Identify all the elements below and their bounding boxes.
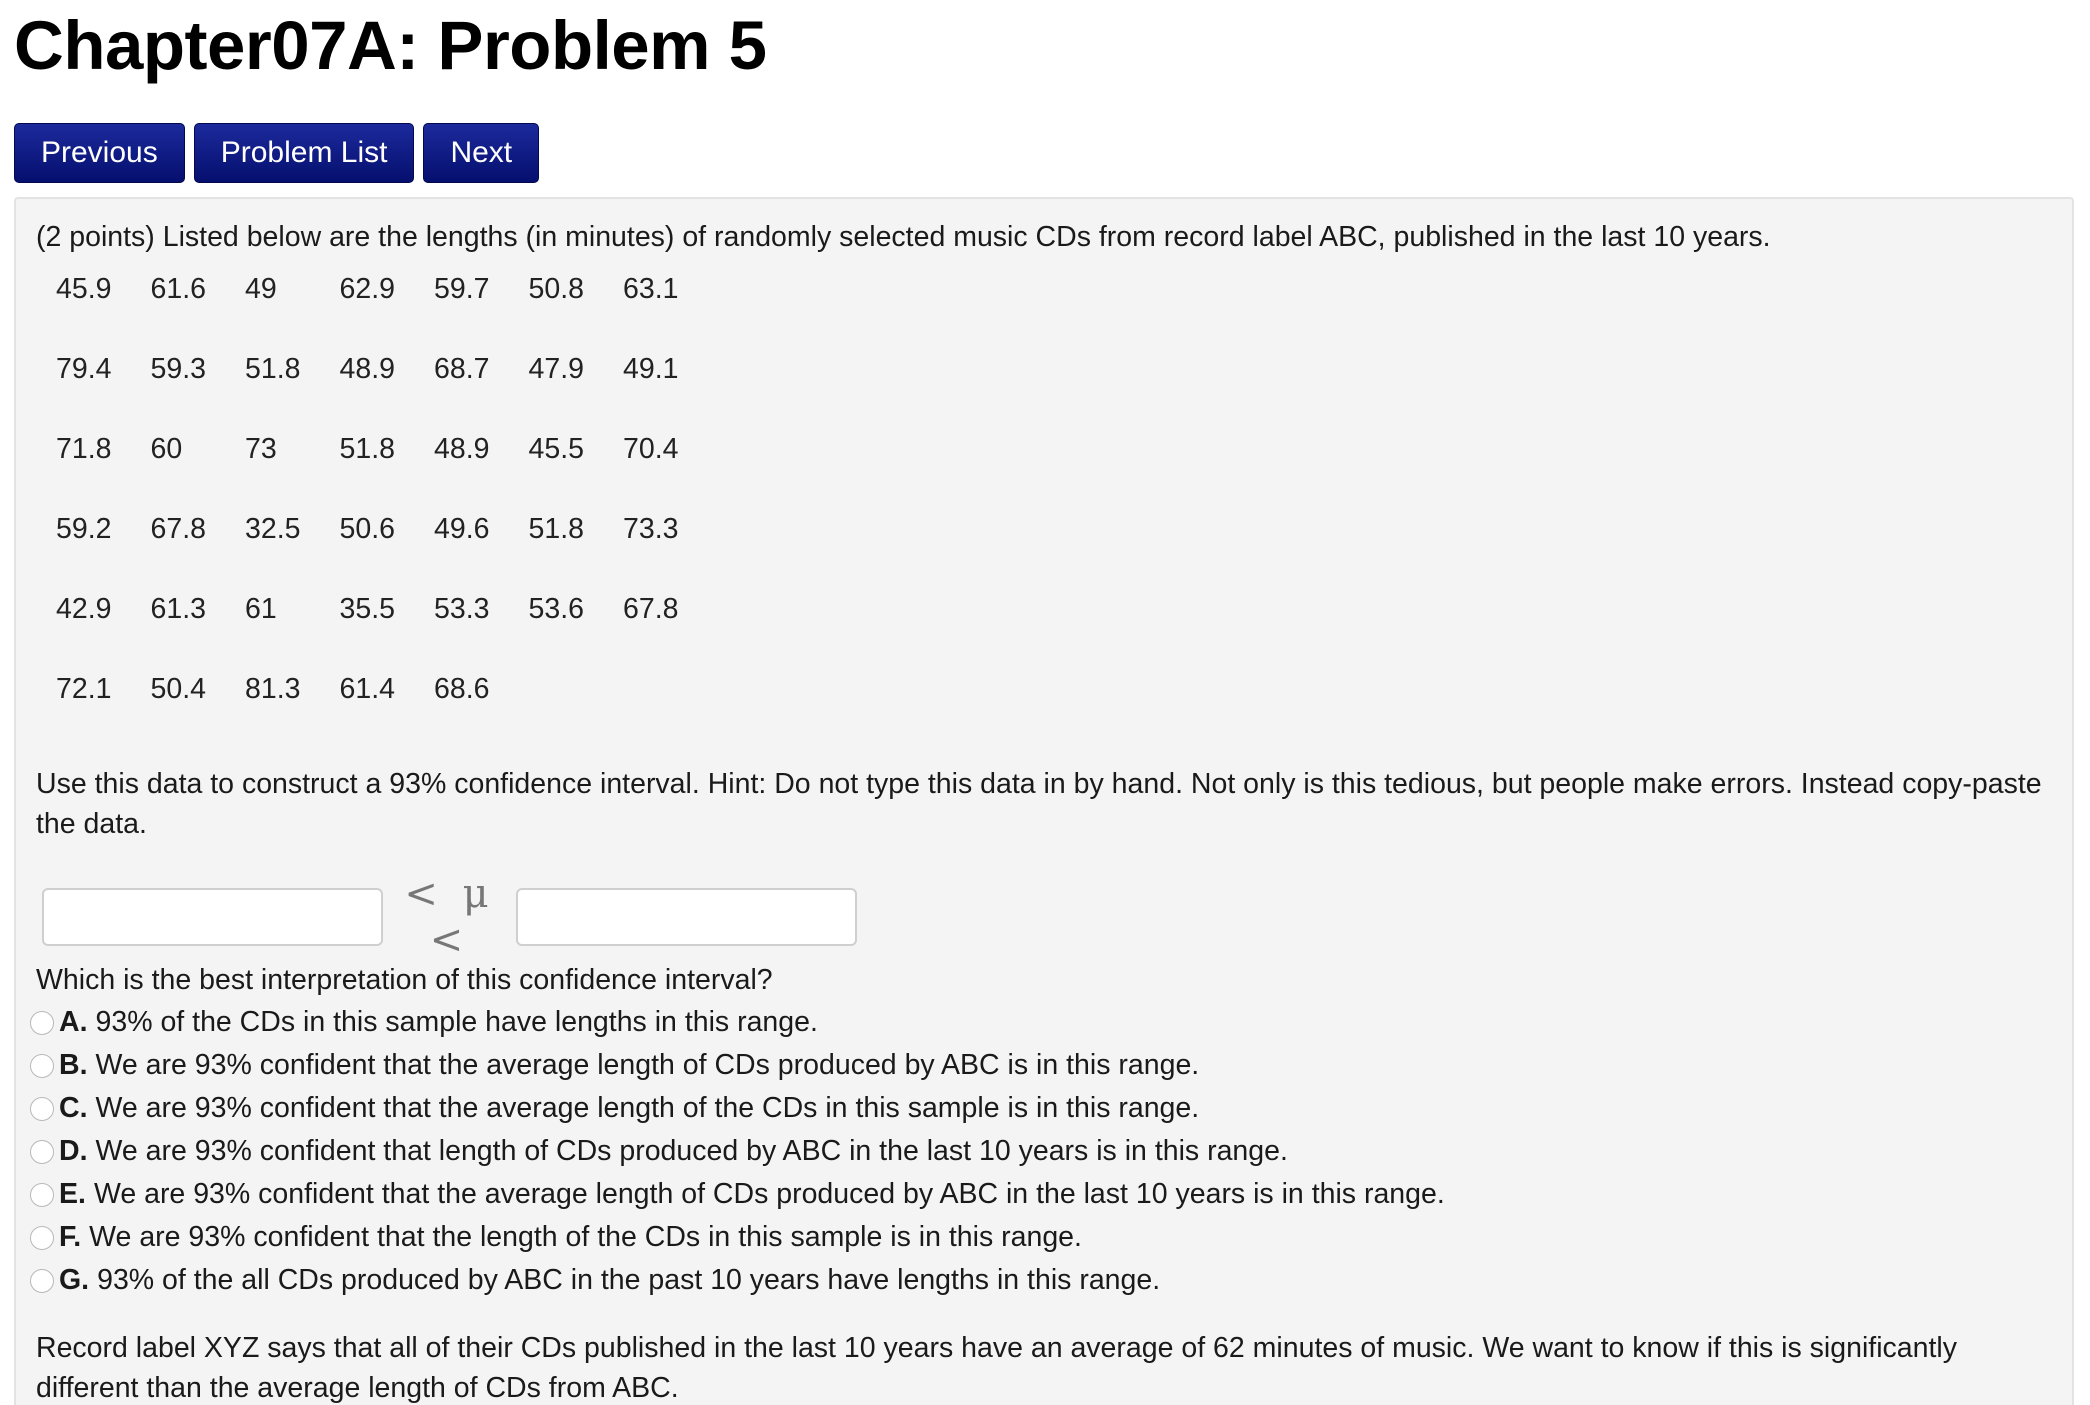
choice-letter: C.: [59, 1092, 88, 1124]
upper-bound-input[interactable]: [516, 888, 857, 946]
choice-d[interactable]: [30, 1130, 1445, 1173]
data-cell: 48.9: [434, 433, 490, 465]
data-cell: 51.8: [528, 513, 584, 545]
data-cell: 72.1: [56, 673, 112, 705]
data-cell: 35.5: [339, 593, 395, 625]
choice-letter: G.: [59, 1264, 90, 1296]
choice-g[interactable]: [30, 1259, 1445, 1302]
choice-letter: F.: [59, 1221, 82, 1253]
data-row: [36, 349, 698, 429]
interpretation-choices: [30, 1001, 1445, 1302]
choice-text: We are 93% confident that the average length of CDs produced by ABC in the last 10 years is in this range.: [93, 1178, 1445, 1210]
data-cell: 51.8: [245, 353, 301, 385]
data-cell: 67.8: [150, 513, 206, 545]
previous-button[interactable]: Previous: [14, 123, 185, 183]
problem-intro: (2 points) Listed below are the lengths (in minutes) of randomly selected music CDs from record label ABC, published in the last 10 years.: [36, 221, 1771, 253]
data-cell: 49.6: [434, 513, 490, 545]
radio-button[interactable]: [30, 1097, 54, 1121]
choice-text: We are 93% confident that length of CDs produced by ABC in the last 10 years is in this range.: [95, 1135, 1288, 1167]
mu-relation: < μ <: [404, 871, 495, 963]
data-cell: 68.6: [434, 673, 490, 705]
radio-button[interactable]: [30, 1226, 54, 1250]
choice-b[interactable]: [30, 1044, 1445, 1087]
data-cell: 61.3: [150, 593, 206, 625]
choice-letter: B.: [59, 1049, 88, 1081]
data-cell: 71.8: [56, 433, 112, 465]
data-cell: 70.4: [623, 433, 679, 465]
data-cell: 53.6: [528, 593, 584, 625]
data-cell: 68.7: [434, 353, 490, 385]
choice-text: 93% of the all CDs produced by ABC in the past 10 years have lengths in this range.: [97, 1264, 1161, 1296]
data-table: [36, 269, 698, 749]
data-cell: 47.9: [528, 353, 584, 385]
data-cell: 49.1: [623, 353, 679, 385]
data-cell: 45.5: [528, 433, 584, 465]
data-cell: 63.1: [623, 273, 679, 305]
choice-letter: E.: [59, 1178, 86, 1210]
data-cell: 49: [245, 273, 277, 305]
choice-f[interactable]: [30, 1216, 1445, 1259]
next-button[interactable]: Next: [423, 123, 539, 183]
data-cell: 59.3: [150, 353, 206, 385]
data-cell: 32.5: [245, 513, 301, 545]
data-cell: 50.6: [339, 513, 395, 545]
choice-letter: A.: [59, 1006, 88, 1038]
radio-button[interactable]: [30, 1054, 54, 1078]
instruction-text: Use this data to construct a 93% confidence interval. Hint: Do not type this data in by hand. Not only is this tedious, but people make errors. Instead copy-paste the data.: [36, 768, 2042, 840]
data-cell: 61.6: [150, 273, 206, 305]
choice-text: 93% of the CDs in this sample have lengths in this range.: [95, 1006, 818, 1038]
data-row: [36, 429, 698, 509]
data-row: [36, 669, 698, 749]
radio-button[interactable]: [30, 1269, 54, 1293]
radio-button[interactable]: [30, 1140, 54, 1164]
data-cell: 59.2: [56, 513, 112, 545]
choice-e[interactable]: [30, 1173, 1445, 1216]
data-cell: 61: [245, 593, 277, 625]
data-cell: 50.4: [150, 673, 206, 705]
data-row: [36, 589, 698, 669]
data-cell: 48.9: [339, 353, 395, 385]
data-cell: 60: [150, 433, 183, 465]
problem-panel: [14, 197, 2074, 1405]
choice-text: We are 93% confident that the average length of the CDs in this sample is in this range.: [95, 1092, 1200, 1124]
radio-button[interactable]: [30, 1183, 54, 1207]
choice-text: We are 93% confident that the average length of CDs produced by ABC is in this range.: [95, 1049, 1200, 1081]
data-cell: 59.7: [434, 273, 490, 305]
radio-button[interactable]: [30, 1011, 54, 1035]
data-cell: 51.8: [339, 433, 395, 465]
data-cell: 73: [245, 433, 277, 465]
data-cell: 62.9: [339, 273, 395, 305]
data-cell: 79.4: [56, 353, 112, 385]
lower-bound-input[interactable]: [42, 888, 383, 946]
data-row: [36, 509, 698, 589]
data-cell: 73.3: [623, 513, 679, 545]
data-cell: 50.8: [528, 273, 584, 305]
data-row: [36, 269, 698, 349]
problem-list-button[interactable]: Problem List: [194, 123, 415, 183]
choice-c[interactable]: [30, 1087, 1445, 1130]
choice-letter: D.: [59, 1135, 88, 1167]
problem-navigation: [14, 123, 539, 183]
page-title: Chapter07A: Problem 5: [14, 7, 767, 84]
choice-a[interactable]: [30, 1001, 1445, 1044]
choice-text: We are 93% confident that the length of the CDs in this sample is in this range.: [89, 1221, 1082, 1253]
followup-text: Record label XYZ says that all of their CDs published in the last 10 years have an average of 62 minutes of music. We want to know if this is significantly different than the average length of CDs from ABC.: [36, 1332, 1957, 1404]
data-cell: 42.9: [56, 593, 112, 625]
data-cell: 81.3: [245, 673, 301, 705]
data-cell: 45.9: [56, 273, 112, 305]
data-cell: 53.3: [434, 593, 490, 625]
confidence-interval-inputs: [42, 871, 857, 963]
data-cell: 67.8: [623, 593, 679, 625]
interpretation-question: Which is the best interpretation of this confidence interval?: [36, 964, 773, 996]
data-cell: 61.4: [339, 673, 395, 705]
